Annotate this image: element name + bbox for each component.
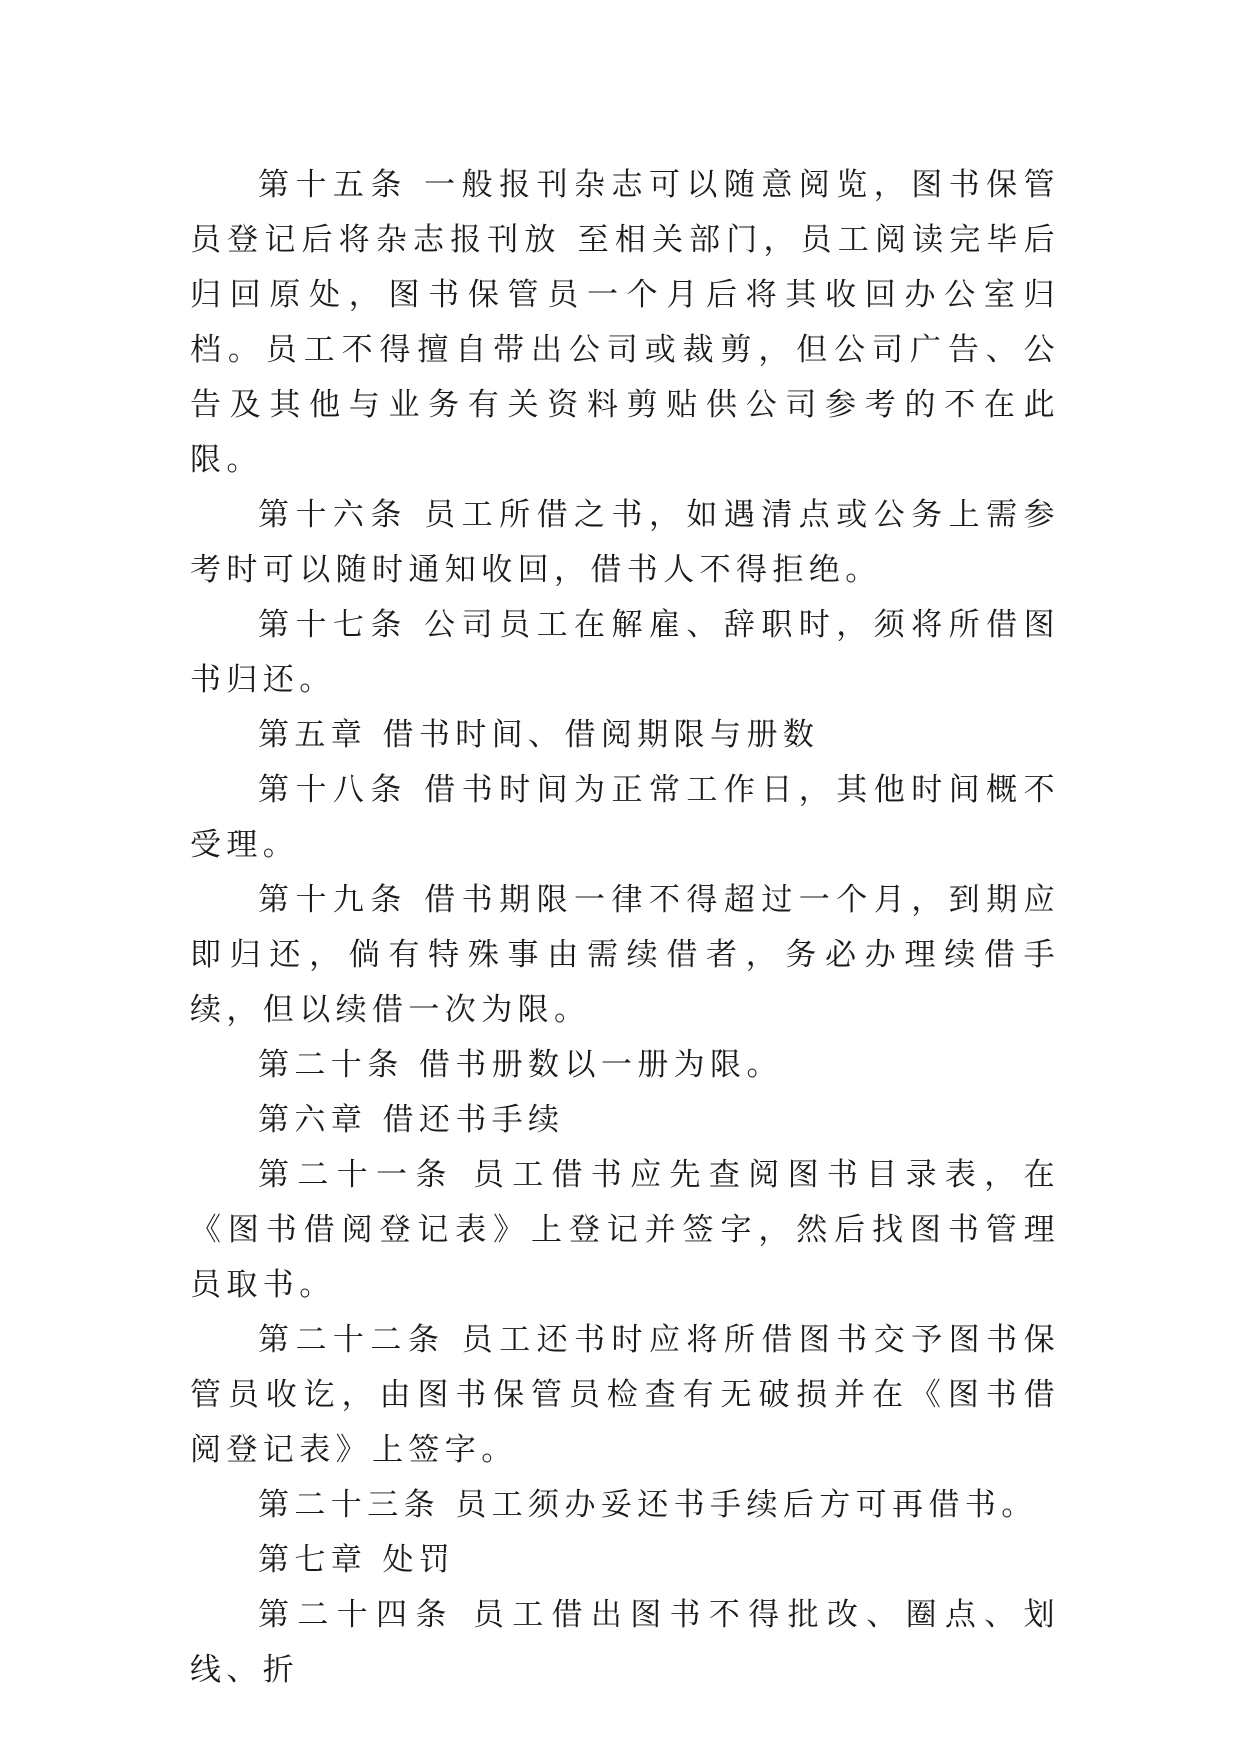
article-15: 第十五条 一般报刊杂志可以随意阅览，图书保管员登记后将杂志报刊放 至相关部门，员工阅读完毕后归回原处，图书保管员一个月后将其收回办公室归档。员工不得擅自带出公司或裁剪，但公司广告、公告及其他与业务有关资料剪贴供公司参考的不在此限。 [190,167,1060,478]
chapter-7-heading: 第七章 处罚 [258,1542,456,1578]
article-20: 第二十条 借书册数以一册为限。 [258,1047,783,1083]
article-17: 第十七条 公司员工在解雇、辞职时，须将所借图书归还。 [190,607,1060,698]
article-18: 第十八条 借书时间为正常工作日，其他时间概不受理。 [190,772,1060,863]
chapter-5-heading: 第五章 借书时间、借阅期限与册数 [258,717,820,753]
article-21: 第二十一条 员工借书应先查阅图书目录表，在《图书借阅登记表》上登记并签字，然后找图书管理员取书。 [190,1157,1060,1303]
chapter-6-heading: 第六章 借还书手续 [258,1102,565,1138]
article-24: 第二十四条 员工借出图书不得批改、圈点、划线、折 [190,1597,1060,1688]
article-16: 第十六条 员工所借之书，如遇清点或公务上需参考时可以随时通知收回，借书人不得拒绝。 [190,497,1060,588]
article-19: 第十九条 借书期限一律不得超过一个月，到期应即归还，倘有特殊事由需续借者，务必办理续借手续，但以续借一次为限。 [190,882,1060,1028]
article-22: 第二十二条 员工还书时应将所借图书交予图书保管员收讫，由图书保管员检查有无破损并在《图书借阅登记表》上签字。 [190,1322,1060,1468]
document-body [190,158,1060,1698]
article-23: 第二十三条 员工须办妥还书手续后方可再借书。 [258,1487,1038,1523]
